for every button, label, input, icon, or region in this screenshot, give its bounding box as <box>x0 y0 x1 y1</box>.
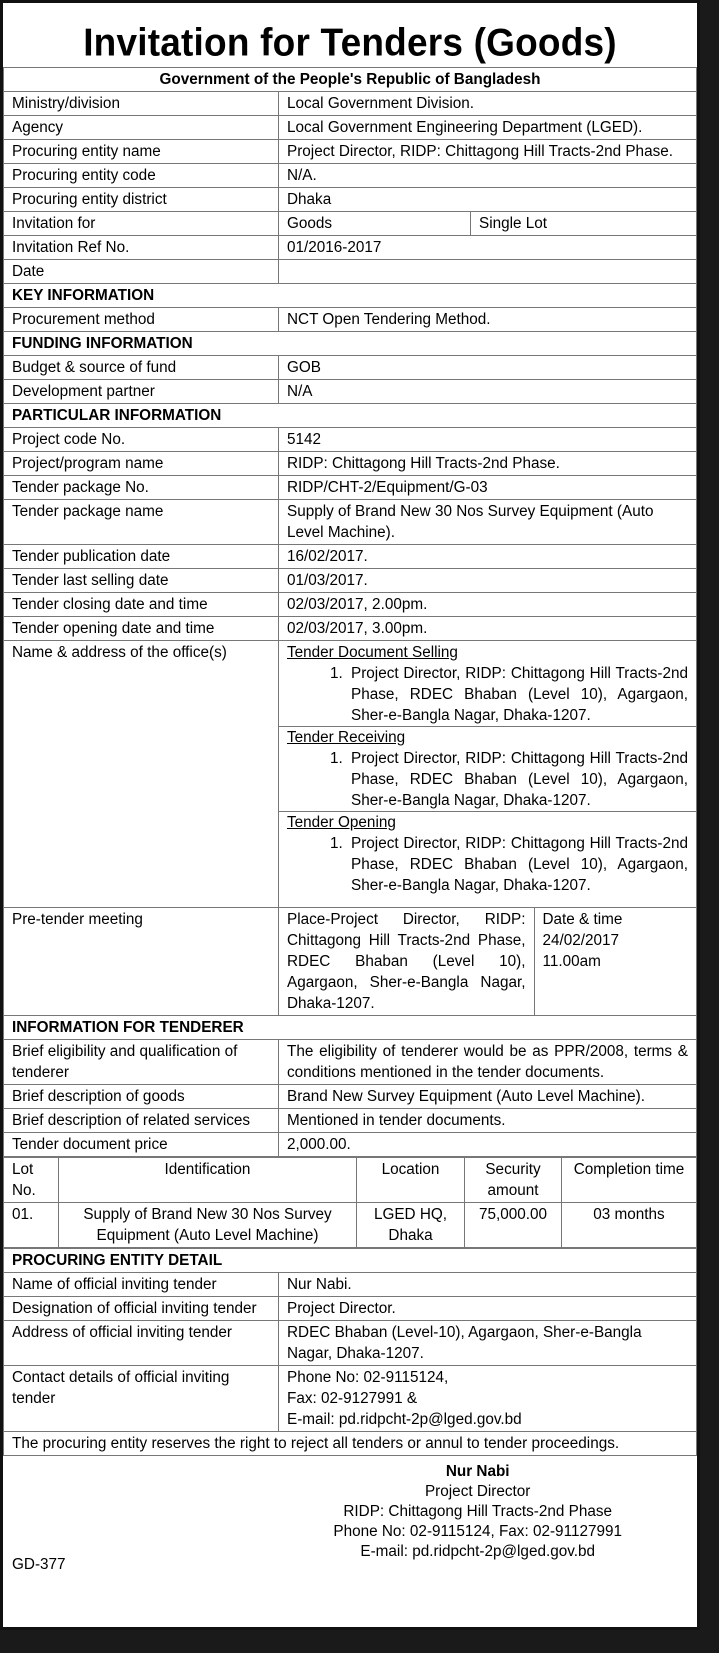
table-row <box>4 1297 697 1321</box>
signatory-phone: Phone No: 02-9115124, Fax: 02-91127991 <box>333 1523 622 1540</box>
row-value: Local Government Division. <box>279 92 697 116</box>
table-row <box>4 476 697 500</box>
completion-header: Completion time <box>562 1158 697 1203</box>
procuring-table <box>3 1248 697 1456</box>
row-value: Nur Nabi. <box>279 1273 697 1297</box>
contact-fax: Fax: 02-9127991 & <box>287 1390 418 1407</box>
table-row <box>4 593 697 617</box>
table-row <box>4 164 697 188</box>
row-value: 02/03/2017, 2.00pm. <box>279 593 697 617</box>
table-row <box>4 116 697 140</box>
row-value: N/A <box>279 380 697 404</box>
identification-header: Identification <box>59 1158 357 1203</box>
section-heading: FUNDING INFORMATION <box>4 332 697 356</box>
row-label: Designation of official inviting tender <box>4 1297 279 1321</box>
signatory-project: RIDP: Chittagong Hill Tracts-2nd Phase <box>343 1503 613 1520</box>
security-header: Security amount <box>465 1158 562 1203</box>
row-value: 2,000.00. <box>279 1133 697 1157</box>
table-row <box>4 1273 697 1297</box>
row-label: Invitation Ref No. <box>4 236 279 260</box>
row-value: 16/02/2017. <box>279 545 697 569</box>
row-label: Invitation for <box>4 212 279 236</box>
row-label: Brief eligibility and qualification of tenderer <box>4 1040 279 1085</box>
lot-completion: 03 months <box>562 1203 697 1248</box>
row-label: Tender closing date and time <box>4 593 279 617</box>
row-value: Project Director, RIDP: Chittagong Hill Tracts-2nd Phase. <box>279 140 697 164</box>
row-value: RIDP: Chittagong Hill Tracts-2nd Phase. <box>279 452 697 476</box>
row-value: Project Director. <box>279 1297 697 1321</box>
row-label: Procuring entity district <box>4 188 279 212</box>
row-label: Tender package No. <box>4 476 279 500</box>
row-value: GOB <box>279 356 697 380</box>
lot-no-header: Lot No. <box>4 1158 59 1203</box>
receiving-heading: Tender Receiving <box>287 729 406 746</box>
location-header: Location <box>357 1158 465 1203</box>
row-label: Procurement method <box>4 308 279 332</box>
table-row <box>4 356 697 380</box>
section-heading: PARTICULAR INFORMATION <box>4 404 697 428</box>
section-heading: KEY INFORMATION <box>4 284 697 308</box>
row-label: Tender opening date and time <box>4 617 279 641</box>
table-row <box>4 380 697 404</box>
table-row <box>4 617 697 641</box>
row-value: Local Government Engineering Department (LGED). <box>279 116 697 140</box>
notice-table <box>3 67 697 1157</box>
table-row <box>4 1085 697 1109</box>
pretender-datetime <box>534 908 696 1015</box>
row-label: Address of official inviting tender <box>4 1321 279 1366</box>
row-value: Goods <box>279 212 471 236</box>
lot-no: 01. <box>4 1203 59 1248</box>
row-label: Development partner <box>4 380 279 404</box>
lots-table <box>3 1157 697 1248</box>
row-value: 02/03/2017, 3.00pm. <box>279 617 697 641</box>
offices-cell <box>279 641 697 908</box>
lot-location: LGED HQ, Dhaka <box>357 1203 465 1248</box>
opening-address: 1. Project Director, RIDP: Chittagong Hill Tracts-2nd Phase, RDEC Bhaban (Level 10), Agargaon, Sher-e-Bangla Nagar, Dhaka-1207. <box>347 833 688 896</box>
lot-identification: Supply of Brand New 30 Nos Survey Equipment (Auto Level Machine) <box>59 1203 357 1248</box>
selling-address: 1. Project Director, RIDP: Chittagong Hill Tracts-2nd Phase, RDEC Bhaban (Level 10), Agargaon, Sher-e-Bangla Nagar, Dhaka-1207. <box>347 663 688 726</box>
row-label: Pre-tender meeting <box>4 908 279 1016</box>
row-label: Contact details of official inviting tender <box>4 1366 279 1432</box>
table-row <box>4 1321 697 1366</box>
table-row <box>4 452 697 476</box>
reserve-note: The procuring entity reserves the right to reject all tenders or annul to tender proceedings. <box>4 1432 697 1456</box>
table-row <box>4 1133 697 1157</box>
row-label: Project/program name <box>4 452 279 476</box>
opening-heading: Tender Opening <box>287 814 396 831</box>
pretender-place: Place-Project Director, RIDP: Chittagong Hill Tracts-2nd Phase, RDEC Bhaban (Level 10), Agargaon, Sher-e-Bangla Nagar, Dhaka-1207. <box>279 908 534 1015</box>
row-value: 01/03/2017. <box>279 569 697 593</box>
row-label: Project code No. <box>4 428 279 452</box>
row-label: Budget & source of fund <box>4 356 279 380</box>
signatory-name: Nur Nabi <box>445 1463 510 1480</box>
row-value: Brand New Survey Equipment (Auto Level Machine). <box>279 1085 697 1109</box>
page-title: Invitation for Tenders (Goods) <box>83 20 617 65</box>
row-value: 01/2016-2017 <box>279 236 697 260</box>
table-row <box>4 500 697 545</box>
row-value: RIDP/CHT-2/Equipment/G-03 <box>279 476 697 500</box>
table-row <box>4 1040 697 1085</box>
row-label: Brief description of related services <box>4 1109 279 1133</box>
table-row <box>4 308 697 332</box>
row-label: Tender publication date <box>4 545 279 569</box>
table-row <box>4 1109 697 1133</box>
pretender-cell <box>279 908 697 1016</box>
row-label: Procuring entity name <box>4 140 279 164</box>
lot-security: 75,000.00 <box>465 1203 562 1248</box>
ref-code: GD-377 <box>12 1556 66 1573</box>
row-value: 5142 <box>279 428 697 452</box>
table-row <box>4 428 697 452</box>
table-row <box>4 545 697 569</box>
row-label: Tender package name <box>4 500 279 545</box>
lots-header <box>4 1158 697 1203</box>
section-heading: INFORMATION FOR TENDERER <box>4 1016 697 1040</box>
row-label: Agency <box>4 116 279 140</box>
row-label: Brief description of goods <box>4 1085 279 1109</box>
government-heading: Government of the People's Republic of Bangladesh <box>4 68 697 92</box>
section-heading: PROCURING ENTITY DETAIL <box>4 1249 697 1273</box>
contact-email: E-mail: pd.ridpcht-2p@lged.gov.bd <box>287 1411 522 1428</box>
row-label: Date <box>4 260 279 284</box>
contact-cell <box>279 1366 697 1432</box>
row-value: RDEC Bhaban (Level-10), Agargaon, Sher-e-Bangla Nagar, Dhaka-1207. <box>279 1321 697 1366</box>
pretender-row <box>4 908 697 1016</box>
selling-heading: Tender Document Selling <box>287 644 458 661</box>
receiving-address: 1. Project Director, RIDP: Chittagong Hill Tracts-2nd Phase, RDEC Bhaban (Level 10), Agargaon, Sher-e-Bangla Nagar, Dhaka-1207. <box>347 748 688 811</box>
table-row <box>4 1366 697 1432</box>
row-value <box>279 260 697 284</box>
row-value: N/A. <box>279 164 697 188</box>
row-value: Supply of Brand New 30 Nos Survey Equipment (Auto Level Machine). <box>279 500 697 545</box>
row-value: Mentioned in tender documents. <box>279 1109 697 1133</box>
row-label: Tender last selling date <box>4 569 279 593</box>
table-row <box>4 1203 697 1248</box>
table-row <box>4 188 697 212</box>
row-label: Procuring entity code <box>4 164 279 188</box>
table-row <box>4 140 697 164</box>
signature-block <box>3 1456 697 1584</box>
datetime-label: Date & time <box>542 911 623 928</box>
row-value: NCT Open Tendering Method. <box>279 308 697 332</box>
table-row <box>4 236 697 260</box>
row-value: Single Lot <box>471 212 697 236</box>
row-value: The eligibility of tenderer would be as PPR/2008, terms & conditions mentioned in the tender documents. <box>279 1040 697 1085</box>
offices-row <box>4 641 697 908</box>
row-label: Tender document price <box>4 1133 279 1157</box>
table-row <box>4 212 697 236</box>
contact-phone: Phone No: 02-9115124, <box>287 1369 449 1386</box>
row-label: Name & address of the office(s) <box>4 641 279 908</box>
signatory-designation: Project Director <box>424 1483 531 1500</box>
table-row <box>4 92 697 116</box>
table-row <box>4 260 697 284</box>
table-row <box>4 569 697 593</box>
meeting-date: 24/02/2017 <box>542 932 620 949</box>
signatory-email: E-mail: pd.ridpcht-2p@lged.gov.bd <box>360 1543 595 1560</box>
row-label: Ministry/division <box>4 92 279 116</box>
row-label: Name of official inviting tender <box>4 1273 279 1297</box>
row-value: Dhaka <box>279 188 697 212</box>
meeting-time: 11.00am <box>542 953 601 970</box>
